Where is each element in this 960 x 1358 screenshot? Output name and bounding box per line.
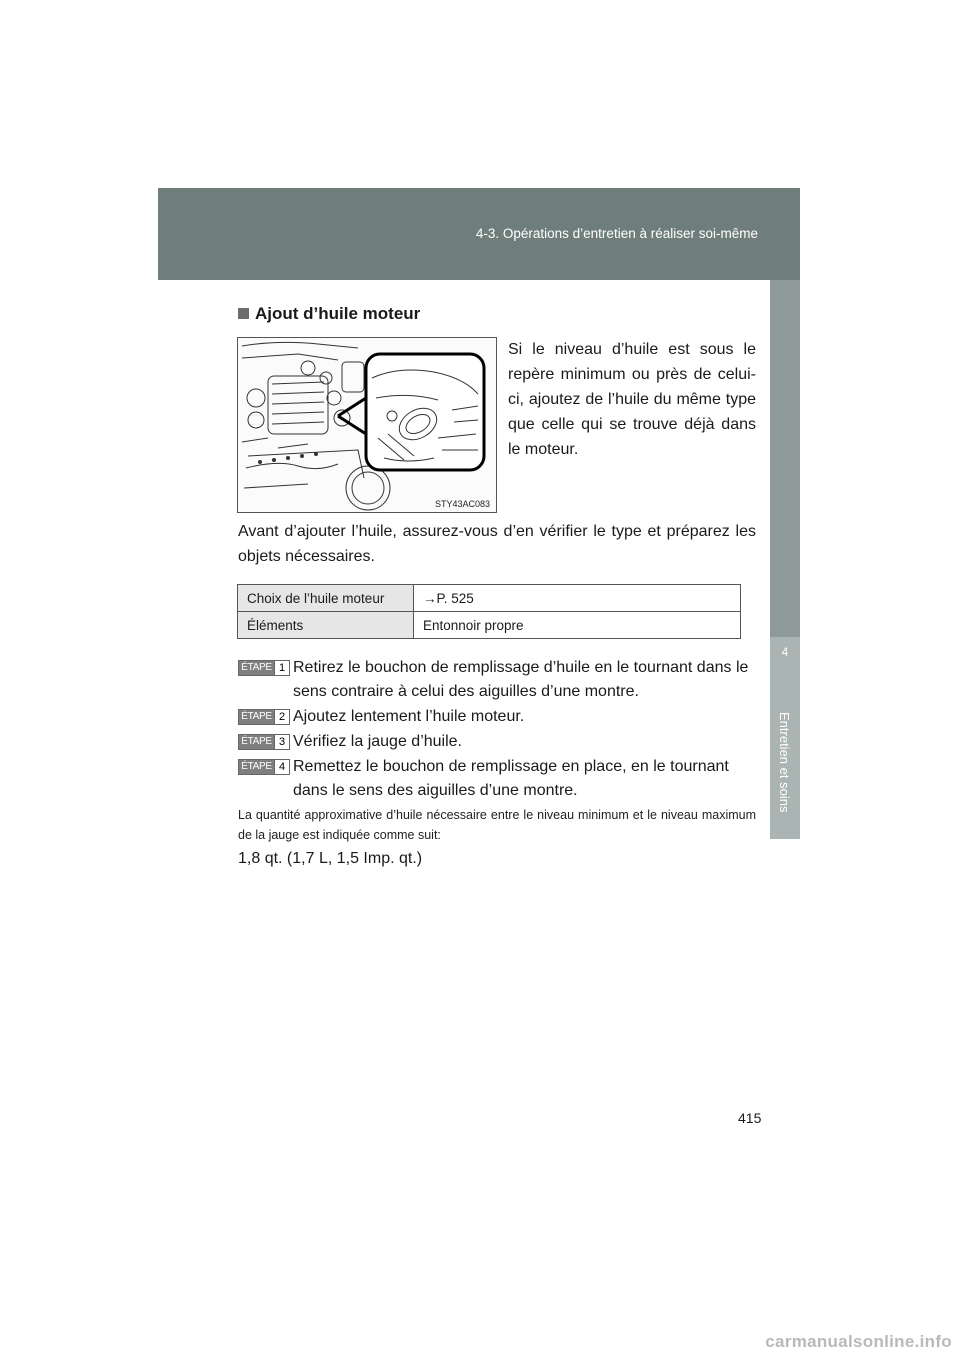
page-number: 415 xyxy=(738,1110,762,1126)
step-badge: ÉTAPE 2 xyxy=(238,709,290,725)
step-text: Vérifiez la jauge d’huile. xyxy=(293,733,462,750)
figure-code: STY43AC083 xyxy=(434,499,490,509)
step-3 xyxy=(238,730,756,754)
engine-illustration xyxy=(237,337,497,513)
table-label: Choix de l’huile moteur xyxy=(238,585,414,612)
section-header-title: 4-3. Opérations d’entretien à réaliser soi-même xyxy=(475,226,758,241)
quantity-note: La quantité approximative d’huile nécessaire entre le niveau minimum et le niveau maximum de la jauge est indiquée comme suit: xyxy=(238,808,756,842)
section-header-bar xyxy=(158,188,800,280)
table-row xyxy=(238,585,741,612)
section-heading-text: Ajout d’huile moteur xyxy=(255,304,421,323)
engine-drawing xyxy=(238,338,496,512)
step-badge: ÉTAPE 4 xyxy=(238,759,290,775)
intro-paragraph: Si le niveau d’huile est sous le repère minimum ou près de celui-ci, ajoutez de l’huile du même type que celle qui se trouve déjà dans le moteur. xyxy=(508,341,756,458)
chapter-number: 4 xyxy=(781,645,789,659)
oil-quantity: 1,8 qt. (1,7 L, 1,5 Imp. qt.) xyxy=(238,850,423,867)
watermark: carmanualsonline.info xyxy=(765,1332,952,1351)
step-text: Ajoutez lentement l’huile moteur. xyxy=(293,708,525,725)
table-value: →P. 525 xyxy=(414,585,741,612)
chapter-title: Entretien et soins xyxy=(777,712,792,813)
section-heading xyxy=(238,304,420,324)
preparation-paragraph: Avant d’ajouter l’huile, assurez-vous d’en vérifier le type et préparez les objets nécessaires. xyxy=(238,523,756,565)
step-badge: ÉTAPE 3 xyxy=(238,734,290,750)
step-4 xyxy=(238,755,756,803)
table-value: Entonnoir propre xyxy=(414,612,741,639)
table-label: Éléments xyxy=(238,612,414,639)
step-text: Remettez le bouchon de remplissage en place, en le tournant dans le sens des aiguilles d’une montre. xyxy=(293,758,729,799)
step-1 xyxy=(238,656,756,704)
step-text: Retirez le bouchon de remplissage d’huile en le tournant dans le sens contraire à celui des aiguilles d’une montre. xyxy=(293,659,749,700)
step-badge: ÉTAPE 1 xyxy=(238,660,290,676)
square-bullet-icon xyxy=(238,308,249,319)
table-row xyxy=(238,612,741,639)
items-table xyxy=(237,584,741,639)
step-2 xyxy=(238,705,756,729)
chapter-tab-upper xyxy=(770,280,800,637)
